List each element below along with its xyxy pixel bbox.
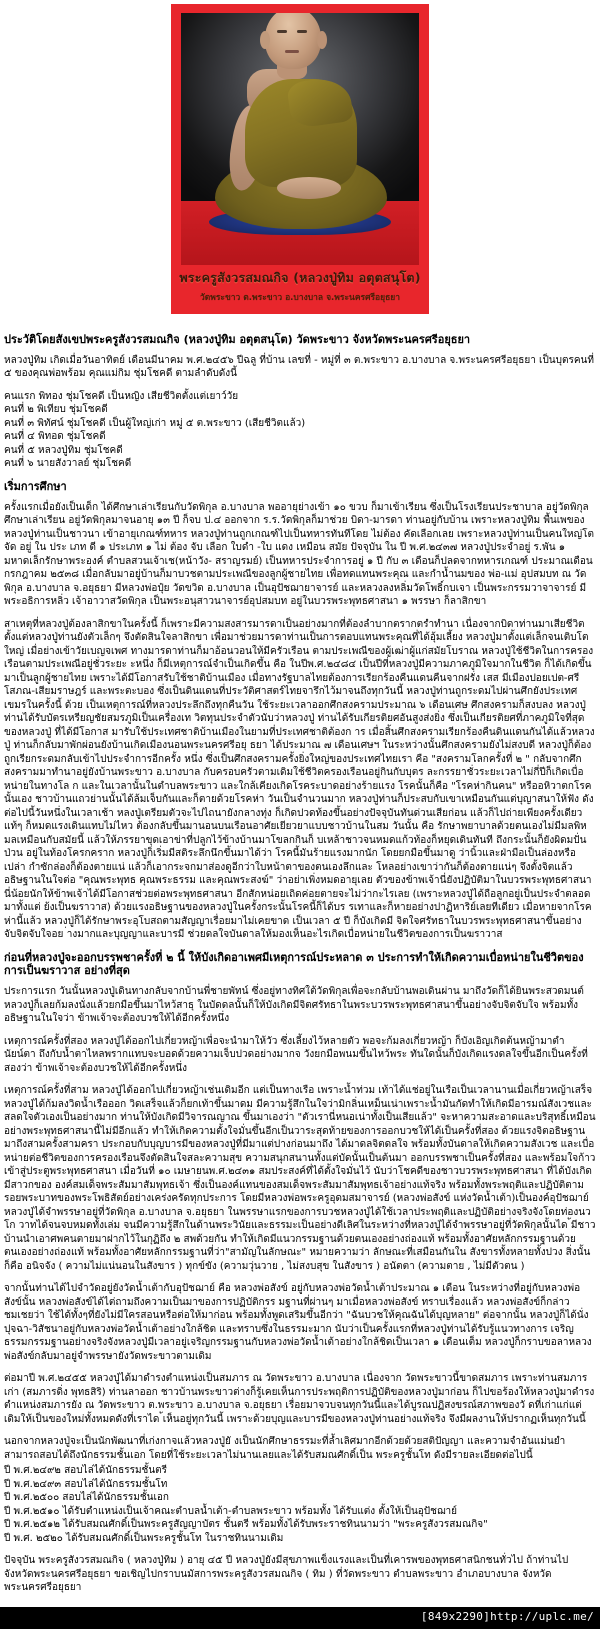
article-content	[0, 314, 600, 1595]
monk-mouth	[285, 50, 299, 53]
list-item: คนที่ ๖ นายสังวาลย์ ชุ่มโชคดี	[4, 458, 132, 470]
portrait-container	[0, 0, 600, 314]
monk-portrait-image	[171, 4, 429, 314]
reason-for-leaving-monkhood-paragraph: สาเหตุที่หลวงปู่ต้องลาสิกขาในครั้งนี้ ก็เพราะมีความสงสารมารดาเป็นอย่างมากที่ต้องลำบากตรากตรำทำนา เนื่องจากบิดาท่านมาเสียชีวิตตั้งแต่หลวงปู่ท่านยังตัวเล็กๆ จึงตัดสินใจลาสิกขา เพื่อมาช่วยมารดาท่านเป็นการตอบแทนพระคุณที่ได้อุ้มเลี้ยง หลวงปู่มาตั้งแต่เล็กจนเติบโตใหญ่ เมื่อย่างเข้าวัยเบญจเพศ ทางมารดาท่านก็มาอ้อนวอนให้มีครัวเรือน ตามประเพณีของผู้เฒ่าผู้แก่สมัยโบราณ หลวงปู่ใช้ชีวิตในการครองเรือนตามประเพณีอยู่ชั่วระยะ ะหนึ่ง ก็มีเหตุการณ์จำเป็นเกิดขึ้น คือ ในปีพ.ศ.๒๔๘๔ เป็นปีที่หลวงปู่มีความภาคภูมิใจมากในชีวิต ก็ได้เกิดขึ้นมาเป็นลูกผู้ชายไทย เพราะได้มีโอกาสรับใช้ชาติบ้านเมือง เมื่อทางรัฐบาลไทยต้องการเรียกร้องคืนแดนคืนจากฝรั่ง เสส มีเมืองปอยเปต-ศรีโสภณ-เสียมราษฎร์ และพระตะบอง ซึ่งเป็นดินแดนที่ประวัติศาสตร์ไทยจารึกไว้มาจนถึงทุกวันนี้ หลวงปู่ท่านถูกระดมไปผ่านศึกยังประเทศเขมรในครั้งนี้ ด้วย เป็นเหตุการณ์ที่หลวงประลึกถึงทุกคืนวัน ใช้ระยะเวลาออกศึกสงครามประมาณ ๖ เดือนเศษ ศึกสงครามก็สงบลง หลวงปู่ท่านได้รับบัตรเหรียญชัยสมรภูมิเป็นเครื่องเท วิตทุนประจำตัวนับว่าหลวงปู่ ท่านได้รับเกียรติยศอันสูงส่งยิ่ง ซึ่งเป็นเกียรติยศที่ภาคภูมิใจที่สุดของหลวงปู่ ที่ได้มีโอกาส มารับใช้ประเทศชาติบ้านเมืองในยามที่ประเทศชาติต้องก าร เมื่อสิ้นศึกสงครามเรียกร้องคืนดินแดนกันได้แล้วหลวงปู่ ท่านก็กลับมาพักผ่อนยังบ้านเกิดเมืองนอนพระนครศรีอยุ ธยา ได้ประมาณ ๗ เดือนเศษฯ ในระหว่างนั้นศึกสงครามยังไม่สงบดี หลวงปู่ก็ต้องถูกเรียกระดมกลับเข้าไปประจำการอีกครั้ง หนึ่ง ซึ่งเป็นศึกสงครามครั้งยิ่งใหญ่ของประเทศไทยเรา คือ "สงครามโลกครั้งที่ ๒ " กลับจากศึกสงครามมาทำนาอยู่ยังบ้านพระขาว อ.บางบาล กับครอบครัวตามเดิมใช้ชีวิตครองเรือนอยู่กินกับบุตร ละกรรยาชั่วระยะเวลาไม่กี่ปีก็เกิดเบื่อหน่ายในทางโล ก และในเวลานั้นในตำบลพระขาว และใกล้เคียงเกิดโรคระบาดอย่างร้ายแรง โรคนั้นก็คือ "โรคห่ากินคน" หรืออหิวาตกโรคนั้นเอง ชาวบ้านแถวย่านนั้นได้ล้มเจ็บกันและก็ตายด้วยโรคห่า วันเป็นจำนวนมาก หลวงปู่ท่านก็ประสบกับเขาเหมือนกันแต่บุญาสนาให้ฟัง ดังต่อไปนี้วันหนึ่งในเวลาเช้า หลงปู่เตรียมตัวจะไปไถนายังกลางทุ่ง ก็เกิดปวดท้องขึ้นอย่างปัจจุบันทันด่วนเสียก่อน แล้วก็ไปถ่ายเพียงครั้งเดียวแท้ๆ ก็หมดแรงเดินแทบไม่ไหว ต้องกลับขึ้นมานอนบนเรือนอาศัยเยียวยาแบบชาวบ้านในสม วันนั้น คือ รักษาพยาบาลด้วยตนเองไม่มีมลพิหมลเหมือนกับสมัยนี้ แล้วให้ภรรยาขุดเอาข่าที่ปลูกไว้ข้างบ้านมาโขลกกินก็ บเหล้าชาวจนหมดแก้วท้องก็หยุดเดินทันที ถึงกระนั้นก็ยังผิดมปั่นป่วน อยู่ในท้องโครกคราก หลวงปู่ก็เริ่มมีสติระลึกนึกขึ้นมาได้ว่า โรคนี้มันร้ายแรงมากนัก โดยยกมือขึ้นมาดู ว่านิ้วและฝ่ามือเป็นล่องหรือเปล่า กำซักล่องก็ต้องตายแน่ แล้วก็เอากระจกมาส่องดูอีกว่าใบหน้าตาของตนเองลึกและ โหลอย่างเขาว่ากันก็ต้องตายแน่ๆ จึงตั้งจิตแล้วอธิษฐานในใจต่อ "คุณพระพุทธ คุณพระธรรม และคุณพระสงฆ์" ว่าอย่าเพิ่งหมดอายุเลย ตัวของข้าพเจ้านี่ยังปฏิบัติมาในบวรพระพุทธศาสนา นี่น้อยนักให้ข้าพเจ้าได้มีโอกาสช่วยต่อพระพุทธศาสนา อีกสักหน่อยเถิดค่อยตายจะไม่ว่ากะไรเลย (เพราะหลวงปู่ได้ถือลูกอยู่เป็นประจำตลอดมาทั้งแต่ ย้งเป็นฆราวาส) ด้วยแรงอธิษฐานของหลวงปู่ในครั้งกระนั้นโรคนี้ก็ได้บร รเทาและก็หายอย่างปาฏิหาริย์เลยทีเดียว เมื่อหายจากโรคห่านี้แล้ว หลวงปู่ก็ได้รักษาพระอุโบสถตามสัญญาเรื่อยมาไม่เคยขาด เป็นเวลา ๕ ปี ก็บังเกิดมี จิตใจศรัทธาในบวรพระพุทธศาสนาขึ้นอย่างจับจิตจับใจอย ่างมากและบุญญาและบารมี ช่วยดลใจบันดาลให้มองเห็นอะไรเกิดเบื่อหน่ายในชีวิตของการเป็นฆราวาส	[4, 618, 595, 940]
footer-dimensions: [849x2290]	[420, 1610, 491, 1623]
monk-ear-left	[260, 31, 270, 49]
portrait-caption-main: พระครูสังวรสมณกิจ (หลวงปู่ทิม อตุตสนุโต)	[179, 270, 421, 285]
abbot-appointment-paragraph: ต่อมาปี พ.ศ.๒๔๕๕ หลวงปู่ได้มาดำรงตำแหน่งเป็นสมภาร ณ วัดพระขาว อ.บางบาล เนื่องจาก วัดพระขาวนี้ขาดสมภาร เพราะท่านสมภารเก่า (สมภารดิ่ง พุทธสิริ) ท่านลาออก ชาวบ้านพระขาวต่างก็รู้เคยเห็นการประพฤติการปฏิบัติของหลวงปู่มาก่อน ก็ไปขอร้องให้หลวงปู่มาดำรงตำแหน่งสมภารยัง ณ วัดพระขาว ต.พระขาว อ.บางบาล จ.อยุธยา เรื่อยมาจวบจนทุกวันนี้และได้บูรณปฏิสงขรณ์สภาพของวั ดที่เก่าแก่แต่เดิมให้เป็นของใหม่ทั้งหมดดังที่เราได ้เห็นอยู่ทุกวันนี้ เพราะด้วยบุญและบารมีของหลวงปู่ท่านอย่างแท้จริง จึงมีผลงานให้ปรากฏเห็นทุกวันนี้	[4, 1373, 595, 1425]
list-item: คนแรก พิทอง ชุ่มโชคดี เป็นหญิง เสียชีวิตตั้งแต่เยาว์วัย	[4, 390, 239, 402]
dhamma-study-paragraph: นอกจากหลวงปู่จะเป็นนักพัฒนาที่เก่งกาจแล้วหลวงปู่ยั งเป็นนักศึกษาธรรมะที่ล้ำเลิศมากอีกด้วยด้วยสติปัญญา และความจำอันแม่นยำสามารถสอบได้ถึงนักธรรมชั้นเอก โดยที่ใช้ระยะเวลาไม่นานเลยและได้รับสมณศักดิ์เป็น พระครูชั้นโท ดังมีรายละเอียดต่อไปนี้	[4, 1436, 566, 1461]
list-item: ปี พ.ศ.๒๕๑๒ ได้รับสมณศักดิ์เป็นพระครูสัญญาบัตร ชั้นตรี พร้อมทั้งได้รับพระราชทินนามว่า "พระครูสังวรสมณกิจ"	[4, 1519, 488, 1530]
article-title: ประวัติโดยสังเขปพระครูสังวรสมณกิจ (หลวงปู่ทิม อตุตสนุโต) วัดพระขาว จังหวัดพระนครศรีอยุธยา	[4, 333, 471, 346]
list-item: ปี พ.ศ.๒๕๐๐ สอบไล่ได้นักธรรมชั้นเอก	[4, 1492, 169, 1503]
list-item: คนที่ ๕ หลวงปู่ทิม ชุ่มโชคดี	[4, 444, 123, 456]
list-item: ปี พ.ศ.๒๕๑๐ ได้รับตำแหน่งเป็นเจ้าคณะตำบลน้ำเต้า-ตำบลพระขาว พร้อมทั้ง ได้รับแต่ง ตั้งให้เป็นอุปัชฌาย์	[4, 1505, 457, 1517]
siblings-list	[4, 390, 596, 471]
footer-watermark-text	[421, 1610, 594, 1623]
education-paragraph: ครั้งแรกเมื่อยังเป็นเด็ก ได้ศึกษาเล่าเรียนกับวัดพิกุล อ.บางบาล พออายุย่างเข้า ๑๐ ขวบ ก็มาเข้าเรียน ซึ่งเป็นโรงเรียนประชาบาล อยู่วัดพิกุล ศึกษาเล่าเรียน อยู่วัดพิกุลมาจนอายุ ๑๓ ปี ก็จบ ป.๔ ออกจาก ร.ร.วัดพิกุลก็มาช่วย บิดา-มารดา ท่านอยู่กับบ้าน เพราะหลวงปู่ทิม พื้นเพของหลวงปู่ท่านเป็นชาวนา เข้าอายุเกณฑ์ทหาร หลวงปู่ท่านถูกเกณฑ์ไปเป็นทหารทันทีโดย ไม่ต้อง คัดเลือกเลย เพราะหลวงปู่ท่านเป็นคนใหญ่โตจัด อยู่ ใน ประ เภท ดี ๑ ประเภท ๑ ไม่ ต้อง จับ เลือก ใบดำ -ใบ แดง เหมือน สมัย ปัจจุบัน ใน ปี พ.ศ.๒๔๓๗ หลวงปู่ประจำอยู่ ร.พัน ๑ มหาดเล็กรักษาพระองค์ ตำบลสวนเจ้าเช(หน้าวัง- สราญรมย์) เป็นทหารประจำการอยู่ ๑ ปี กับ ๓ เดือนก็ปลดจากทหารเกณฑ์ ประมาณเดือนกรกฎาคม ๒๕๓๘ เมื่อกลับมาอยู่บ้านก็มาบวชตามประเพณีของลูกผู้ชายไทย เพื่อทดแทนพระคุณ และกำน้ำนมของ พ่อ-แม่ อุปสมบท ณ วัดพิกุล อ.บางบาล จ.อยุธยา มีหลวงพ่อปุ๋ย วัดขวิด อ.บางบาล เป็นอุปัชฌายาจารย์ และหลวงลงหลิ่มวัดโพธิ์กบเจา เป็นพระกรรมวาจาจารย์ มีพระอธิการหลิ่ว เจ้าอาวาสวัดพิกุล เป็นพระอนุสาวนาจารย์อุปสมบท อยู่ในบวรพระพุทธศาสนา ๑ พรรษา ก็ลาสิกขา	[4, 501, 594, 607]
portrait-caption-sub: วัดพระขาว ต.พระขาว อ.บางบาล จ.พระนครศรีอยุธยา	[199, 293, 401, 303]
section-heading-education: เริ่มการศึกษา	[4, 479, 67, 493]
closing-paragraph: ปัจจุบัน พระครูสังวรสมณกิจ ( หลวงปู่ทิม ) อายุ ๔๕ ปี หลวงปู่ยังมีสุขภาพแข็งแรงและเป็นที่เคารพของพุทธศาสนิกชนทั่วไป ถ้าท่านไปจังหวัดพระนครศรีอยุธยา ขอเชิญไปกราบนมัสการพระครูสังวรสมณกิจ ( ทิม ) ที่วัดพระขาว ตำบลพระขาว อำเภอบางบาล จังหวัดพระนครศรีอยุธยา	[4, 1555, 569, 1593]
robe-shoulder-fold	[286, 75, 354, 129]
portrait-photo-area	[181, 13, 419, 265]
after-ordination-paragraph: จากนั้นท่านได้ไปจำวัดอยู่ยังวัดน้ำเต้ากับอุปัชฌาย์ คือ หลวงพ่อสังข์ อยู่กับหลวงพ่อวัดน้ำเต้าประมาณ ๑ เดือน ในระหว่างที่อยู่กับหลวงพ่อสังข์นั้น หลวงพ่อสังข์ได้ไต่ถามถึงความเป็นมาของการปฏิบัติกรร มฐานที่ผ่านๆ มาเมื่อหลวงพ่อสังข์ ทราบเรื่องแล้ว หลวงพ่อสังข์ก็กล่าวชมเชยว่า ใช้ได้ทั้งๆที่ยังไม่มีใครสอนหรือต่อให้มาก่อน พร้อมทั้งพูดเสริมขึ้นอีกว่า "ฉันบวชให้คุณฉันได้บุญหลาย" ต่อจากนั้น หลวงปู่ก็ได้นั่งปุจฉา-วิสัชนาอยู่กับหลวงพ่อวัดน้ำเต้าอย่างใกล้ชิด และทราบซึ่งในธรรมะมาก นับว่าเป็นครั้งแรกที่หลวงปู่ท่านได้รับรู้แนวทางการ เจริญธรรมกรรมฐานอย่างจริงจังหลวงปู่มีเวลาอยู่เจริญกรรมฐานกับหลวงพ่อวัดน้ำเต้าอย่างใกล้ชิดเป็นเวลา ๑ เดือนเต็ม หลวงปู่ก็กราบขอลาหลวงพ่อสังข์กลับมาอยู่จำพรรษายังวัดพระขาวตามเดิม	[4, 1283, 592, 1362]
event-third-paragraph: เหตุการณ์ครั้งที่สาม หลวงปู่ได้ออกไปเกี่ยวหญ้าเช่นเดิมอีก แต่เป็นทางเรือ เพราะน้ำท่วม เท้าได้แช่อยู่ในเรือเป็นเวลานานเมื่อเกี่ยวหญ้าเสร็จ หลวงปู่ได้ก้มลงวิดน้ำเรือออก วิดเสร็จแล้วก็ยกเท้าขึ้นมาดม มีความรู้สึกในใจว่ามิกลิ่นเหม็นเน่าเพราะน้ำมันกัดทำให้เกิดมีอารมณ์สังเวชและสลดใจตัวเองเป็นอย่างมาก ท่านให้บังเกิดมีวิจารณญาณ ขึ้นมาเองว่า "ตัวเรานี่หนอเน่าทั้งเป็นเสียแล้ว" จะหาความสะอาดและบริสุทธิ์เหมือนอย่างพระพุทธศาสนานี้ไม่มีอีกแล้ว ทำให้เกิดความตั้งใจมั่นขึ้นอีกเป็นวาระสุดท้ายของการออกบวชให้ได้เป็นครั้งที่สอง ด้วยแรงจิตอธิษฐานมาถึงสามครั้งสามครา ประกอบกับบุญบารมีของหลวงปู่ที่มีมาแต่ปางก่อนมาถึง ได้มาดลจิตดลใจ พร้อมทั้งบันดาลให้เกิดความสังเวช และเบื่อหน่ายต่อชีวิตของการครองเรือนจึงตัดสินใจสละความสุข ความสนุกสนานทั้งแต่บัดนั้นเป็นต้นมา ออกบรรพชาเป็นครั้งที่สอง และพร้อมใจก้าวเข้าสู่ประตูพระพุทธศาสนา เมื่อวันที่ ๑๐ เมษายนพ.ศ.๒๔๓๑ สมประสงค์ที่ได้ตั้งใจมั่นไว้ นับว่าโชคดีของชาวบวรพระพุทธศาสนา ที่ได้บังเกิดมีสาวกของ องค์สมเด็จพระสัมมาสัมพุทธเจ้า ซึ่งเป็นองค์แทนของสมเด็จพระสัมมาสัมพุทธเจ้าอย่างแท้จริง พร้อมทั้งพระพฤติและปฏิบัติตามรอยพระบาทของพระโพธิสัตย์อย่างเคร่งครัดทุกประการ โดยมีหลวงพ่อพระครูอุดมสมาจารย์ (หลวงพ่อสังข์ แห่งวัดน้ำเต้า)เป็นองค์อุปัชฌาย์ หลวงปู่ได้จำพรรษาอยู่ที่วัดพิกุล อ.บางบาล จ.อยุธยา ในพรรษาแรกของการบวชหลวงปู่ได้ใช้เวลาประพฤติและปฏิบัติอย่างจริงจังโดยท่องนวโก วาทได้จนจบหมดทั้งเล่ม จนมีความรู้สึกในด้านพระวินัยและธรรมะเป็นอย่างดีเลิศในระหว่างที่หลวงปู่ได้จำพรรษาอยู่ที่วัดพิกุลนั้นได ้มีชาวบ้านนำเอาศพคนตายมาฝากไว้ในกุฏิถึง ๒ สพด้วยกัน ทำให้เกิดมีแนวกรรมฐานด้วยตนเองอย่างถ่องแท้ พร้อมทั้งอาศัยหลักกรรมฐานด้วยตนเองอย่างถ่องแท้ พร้อมทั้งอาศัยหลักกรรมฐานที่ว่า"สามัญในลักษณะ" หมายความว่า ลักษณะที่เสมือนกันใน สังขารทั้งหลายทั้งปวง สิ่งนั้นก็คือ อนิจจัง ( ความไม่แน่นอนในสังขาร ) ทุกข์ขัง (ความวุ่นวาย , ไม่สงบสุข ในสังขาร ) อนัตตา (ความตาย , ไม่มีตัวตน )	[4, 1085, 596, 1272]
ecclesiastical-titles-list	[4, 1464, 596, 1545]
list-item: ปี พ.ศ. ๒๕๒๐ ได้รับสมณศักดิ์เป็นพระครูชั้นโท ในราชทินนามเดิม	[4, 1532, 284, 1544]
event-first-paragraph: ประการแรก วันนั้นหลวงปู่เดินทางกลับจากบ้านพี่ชายพัทน์ ซึ่งอยู่ทางทิศใต้วัดพิกุลเพื่อจะกลับบ้านพอเดินผ่าน มาถึงวัดก็ได้ยินพระสวดมนต์ หลวงปู่ก็เลยก้มลงนั่งแล้วยกมือขึ้นมาไหว้สาธุ ในบัดดลนั้นก็ให้บังเกิดมีจิตศรัทธาในพระบวรพระพุทธศาสนาขึ้นอย่างจับจิตจับใจ พร้อมทั้งอธิษฐานในใจว่า ข้าพเจ้าจะต้องบวชให้ได้อีกครั้งหนึ่ง	[4, 986, 584, 1024]
event-second-paragraph: เหตุการณ์ครั้งที่สอง หลวงปู่ได้ออกไปเกี่ยวหญ้าเพื่อจะนำมาให้วัว ซึ่งเลี้ยงไว้หลายตัว พอจะก้มลงเกี่ยวหญ้า ก็บังเอิญเกิดต้นหญ้ามาตำนัยน์ตา ถึงกับน้ำตาไหลพรากแทบจะบอดด้วยความเจ็บปวดอย่างมากจ วังยกมือพนมขึ้นไหว้พระ ทันใดนั้นก็บังเกิดแรงดลใจขึ้นอีกเป็นครั้งที่สองว่า ข้าพเจ้าจะต้องบวชให้ได้อีกครั้งหนึ่ง	[4, 1035, 588, 1074]
list-item: ปี พ.ศ.๒๔๙๒ สอบไล่ได้นักธรรมชั้นตรี	[4, 1465, 168, 1476]
monk-eye-right	[297, 30, 307, 33]
monk-ear-right	[317, 31, 327, 49]
list-item: คนที่ ๒ พิเทียบ ชุ่มโชคดี	[4, 404, 108, 416]
list-item: ปี พ.ศ.๒๔๙๓ สอบไล่ได้นักธรรมชั้นโท	[4, 1478, 168, 1490]
monk-head	[265, 13, 321, 69]
footer-url: http://uplc.me/	[490, 1610, 594, 1623]
monk-eye-left	[277, 30, 287, 33]
monk-hands	[277, 177, 341, 199]
article-intro-paragraph: หลวงปู่ทิม เกิดเมื่อวันอาทิตย์ เดือนมีนาคม พ.ศ.๒๔๕๖ ปีฉลู ที่บ้าน เลขที่ - หมู่ที่ ๓ ต.พระขาว อ.บางบาล จ.พระนครศรีอยุธยา เป็นบุตรคนที่ ๕ ของคุณพ่อพร้อม คุณแม่กิม ชุ่มโชคดี ตามลำดับดังนี้	[4, 354, 594, 380]
section-heading-before-second-ordination: ก่อนที่หลวงปู่จะออกบรรพชาครั้งที่ ๒ นี้ ให้บังเกิดอาเพศมีเหตุการณ์ประหลาด ๓ ประการทำให้เกิดความเบื่อหน่ายในชีวิตของการเป็นฆราวาส อย่างที่สุด	[4, 950, 584, 978]
list-item: คนที่ ๓ พิทัศน์ ชุ่มโชคดี เป็นผู้ใหญ่เก่า หมู่ ๕ ต.พระขาว (เสียชีวิตแล้ว)	[4, 417, 306, 429]
footer-watermark-bar	[0, 1607, 600, 1629]
list-item: คนที่ ๔ พิทอด ชุ่มโชคดี	[4, 431, 106, 443]
